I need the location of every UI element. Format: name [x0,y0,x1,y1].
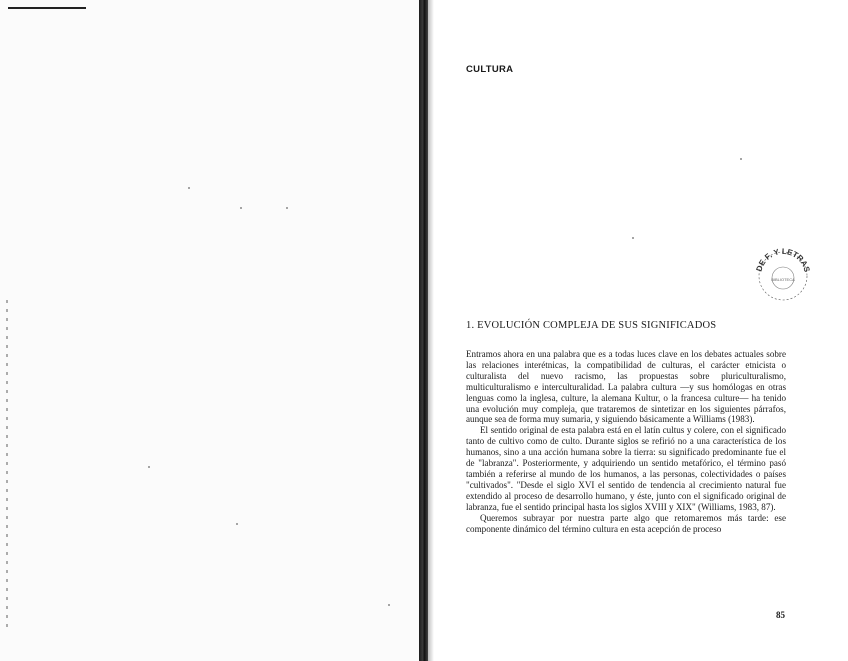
paragraph: Queremos subrayar por nuestra parte algo que retomaremos más tarde: ese componente dinámico del término cultura en esta acepción de proceso [466,512,786,534]
section-title: EVOLUCIÓN COMPLEJA DE SUS SIGNIFICADOS [477,320,717,331]
scan-speck [286,207,288,209]
scan-speck [240,207,242,209]
svg-text:DE F. Y LETRAS [755,247,812,274]
paragraph: Entramos ahora en una palabra que es a todas luces clave en los debates actuales sobre las relaciones interétnicas, la compatibilidad de culturas, el carácter etnicista o culturalista del nuevo racismo, las propuestas sobre pluriculturalismo, multiculturalismo e interculturalidad. La palabra cultura —y sus homólogas en otras lenguas como la inglesa, culture, la alemana Kultur, o la francesa culture— ha tenido una evolución muy compleja, que trataremos de sintetizar en los siguientes párrafos, aunque sea de forma muy sumaria, y siguiendo básicamente a Williams (1983). [466,349,786,425]
top-rule [8,7,86,9]
section-number: 1. [466,320,475,331]
stamp-subtext: BIBLIOTECA [771,277,795,282]
running-head: CULTURA [466,64,514,75]
spine-shadow [428,0,434,661]
scan-speck [388,604,390,606]
scan-speck [740,158,742,160]
left-page [0,0,420,661]
stamp-text: DE F. Y LETRAS [754,246,812,274]
library-stamp [752,243,814,305]
book-spine [419,0,428,661]
scan-speck [148,466,150,468]
scan-speck [236,523,238,525]
section-heading [466,320,716,331]
scan-speck [188,187,190,189]
left-page-edge [6,300,8,630]
paragraph: El sentido original de esta palabra está en el latín cultus y colere, con el significado tanto de cultivo como de culto. Durante siglos se refirió no a una característica de los humanos, sino a una acción humana sobre la tierra: su significado predominante fue el de "labranza". Posteriormente, y adquiriendo un sentido metafórico, el término pasó también a referirse al mundo de los humanos, a las personas, colectividades o países "cultivados". "Desde el siglo XVI el sentido de tendencia al crecimiento natural fue extendido al proceso de desarrollo humano, y éste, junto con el significado original de labranza, fue el sentido principal hasta los siglos XVIII y XIX" (Williams, 1983, 87). [466,425,786,512]
page-number: 85 [776,610,785,620]
body-text [466,349,786,534]
scan-speck [632,237,634,239]
